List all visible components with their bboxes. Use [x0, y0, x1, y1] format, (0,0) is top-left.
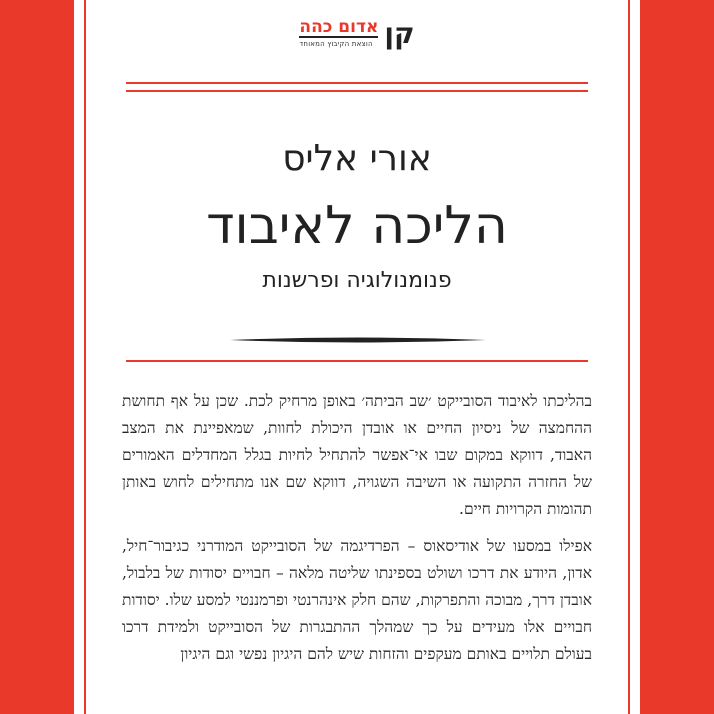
section-rule [126, 360, 588, 362]
right-border-line [628, 0, 630, 714]
cover-sheet [74, 0, 640, 714]
logo-main-text: קן [384, 17, 415, 50]
blurb-paragraph-2: אפילו במסעו של אודיסאוס – הפרדיגמה של הסובייקט המודרני כגיבור־חיל, אדון, היודע את דרכו ושולט בספינתו שליטה מלאה – חבויים יסודות של בלבול, אובדן דרך, מבוכה והתפרקות, שהם חלק אינהרנטי ופרמננטי למסע שלו. יסודות חבויים אלו מעידים על כך שמהלך ההתבגרות של הסובייקט ולמידת דרכו בעולם תלויים באותם מעקפים והזחות שיש להם היגיון נפשי וגם היגיון [122, 537, 592, 663]
author-name: אורי אליס [282, 138, 432, 179]
book-subtitle: פנומנולוגיה ופרשנות [262, 268, 452, 293]
book-title: הליכה לאיבוד [206, 196, 508, 256]
blurb-text [122, 388, 592, 678]
logo-row [299, 18, 414, 48]
blurb-paragraph-1: בהליכתו לאיבוד הסובייקט ׳שב הביתה׳ באופן מרחיק לכת. שכן על אף תחושת ההחמצה של ניסיון החיים או אובדן היכולת לחוות, שמאפיינת את המצב האבוד, דווקא במקום שבו אי־אפשר להתחיל לחיות בגלל המחדלים האמורים של החזרה התקועה או השיבה השגויה, דווקא שם אנו מתחילים לחוש באותן תהומות הקרויות חיים. [122, 392, 593, 518]
decorative-swash [230, 336, 486, 344]
logo-red-text: אדום כהה [299, 17, 379, 37]
logo-tagline: הוצאת הקיבוץ המאוחד [299, 40, 373, 48]
publisher-logo [74, 18, 640, 48]
left-border-line [84, 0, 86, 714]
logo-sub [299, 18, 378, 48]
header-double-rule [126, 82, 588, 92]
